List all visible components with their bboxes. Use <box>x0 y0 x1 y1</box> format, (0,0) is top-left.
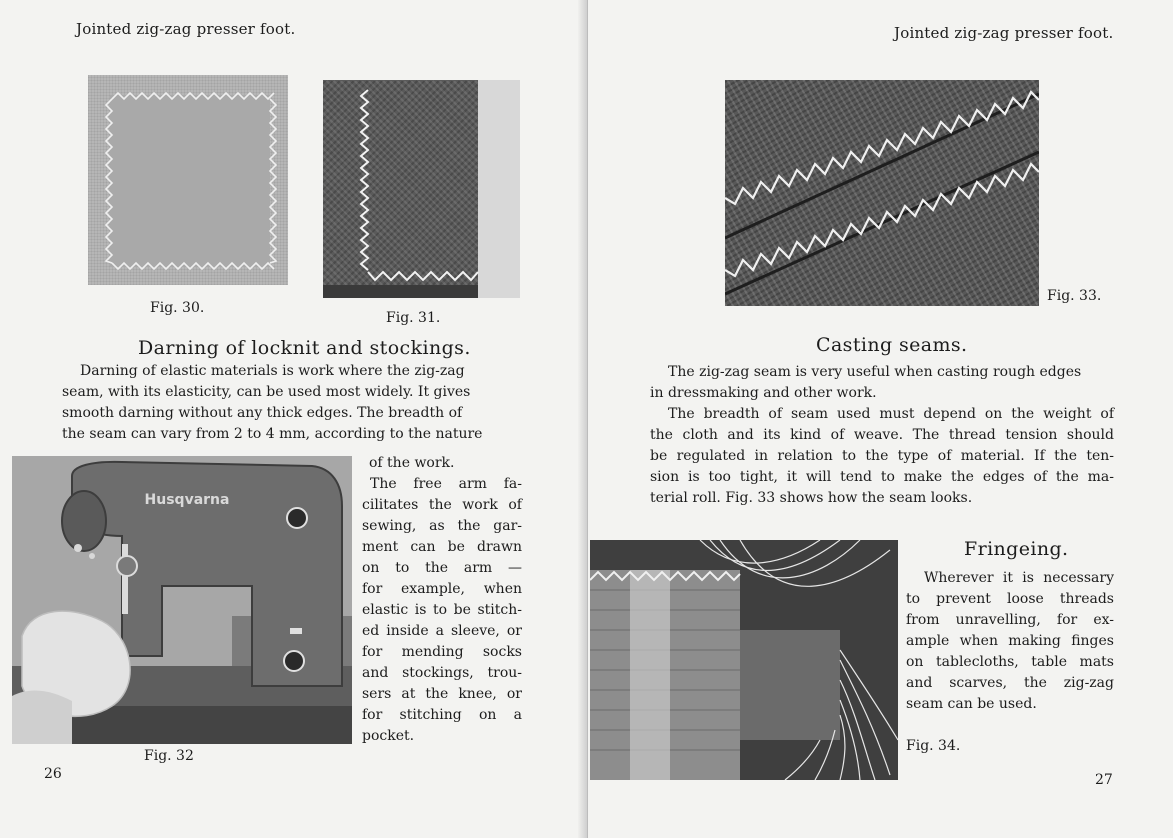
text-line: the cloth and its kind of weave. The thread tension should <box>650 427 1114 443</box>
text-line: sion is too tight, it will tend to make the edges of the ma- <box>650 469 1114 485</box>
text-line: pocket. <box>362 728 415 744</box>
fig-31-photo <box>323 80 520 298</box>
fig-31-caption: Fig. 31. <box>386 310 441 326</box>
fig-33-photo <box>725 80 1039 306</box>
text-line: cilitates the work of <box>362 497 522 513</box>
fig-30-photo <box>88 75 288 285</box>
machine-brand-label: Husqvarna <box>144 492 230 508</box>
text-line: sewing, as the gar- <box>362 518 522 534</box>
left-running-header: Jointed zig-zag presser foot. <box>76 20 296 38</box>
text-line: for example, when <box>362 581 522 597</box>
text-line: on to the arm — <box>362 560 522 576</box>
free-arm-column-text <box>362 453 522 747</box>
fig-32-photo <box>12 456 352 744</box>
left-page-number: 26 <box>44 766 62 782</box>
fig-34-caption: Fig. 34. <box>906 738 961 754</box>
text-line: on tablecloths, table mats <box>906 654 1114 670</box>
darning-intro-text <box>62 361 524 445</box>
fig-32-caption: Fig. 32 <box>144 748 194 764</box>
right-page <box>588 0 1173 838</box>
text-line: for mending socks <box>362 644 522 660</box>
fig-30-caption: Fig. 30. <box>150 300 205 316</box>
text-line: The breadth of seam used must depend on the weight of <box>668 406 1114 422</box>
text-line: from unravelling, for ex- <box>906 612 1114 628</box>
casting-seams-heading: Casting seams. <box>816 334 968 356</box>
darning-heading: Darning of locknit and stockings. <box>138 337 471 359</box>
text-line: seam can be used. <box>906 696 1037 712</box>
text-line: ment can be drawn <box>362 539 522 555</box>
text-line: ample when making finges <box>906 633 1114 649</box>
fig-33-caption: Fig. 33. <box>1047 288 1102 304</box>
casting-seams-text <box>650 362 1114 509</box>
right-page-number: 27 <box>1095 772 1113 788</box>
text-line: The zig-zag seam is very useful when casting rough edges <box>668 364 1082 380</box>
text-line: terial roll. Fig. 33 shows how the seam looks. <box>650 490 973 506</box>
text-line: and stockings, trou- <box>362 665 522 681</box>
fig-34-photo <box>590 540 898 780</box>
text-line: for stitching on a <box>362 707 522 723</box>
fringeing-text <box>906 568 1114 715</box>
text-line: elastic is to be stitch- <box>362 602 522 618</box>
text-line: in dressmaking and other work. <box>650 385 877 401</box>
text-line: to prevent loose threads <box>906 591 1114 607</box>
text-line: The free arm fa- <box>370 476 522 492</box>
text-line: be regulated in relation to the type of material. If the ten- <box>650 448 1114 464</box>
text-line: sers at the knee, or <box>362 686 522 702</box>
text-line: seam, with its elasticity, can be used most widely. It gives <box>62 384 471 400</box>
text-line: the seam can vary from 2 to 4 mm, according to the nature <box>62 426 483 442</box>
text-line: of the work. <box>369 455 455 471</box>
text-line: ed inside a sleeve, or <box>362 623 522 639</box>
text-line: smooth darning without any thick edges. The breadth of <box>62 405 463 421</box>
fringeing-heading: Fringeing. <box>964 538 1069 560</box>
right-running-header: Jointed zig-zag presser foot. <box>894 24 1114 42</box>
text-line: Darning of elastic materials is work where the zig-zag <box>80 363 465 379</box>
text-line: Wherever it is necessary <box>924 570 1114 586</box>
text-line: and scarves, the zig-zag <box>906 675 1114 691</box>
